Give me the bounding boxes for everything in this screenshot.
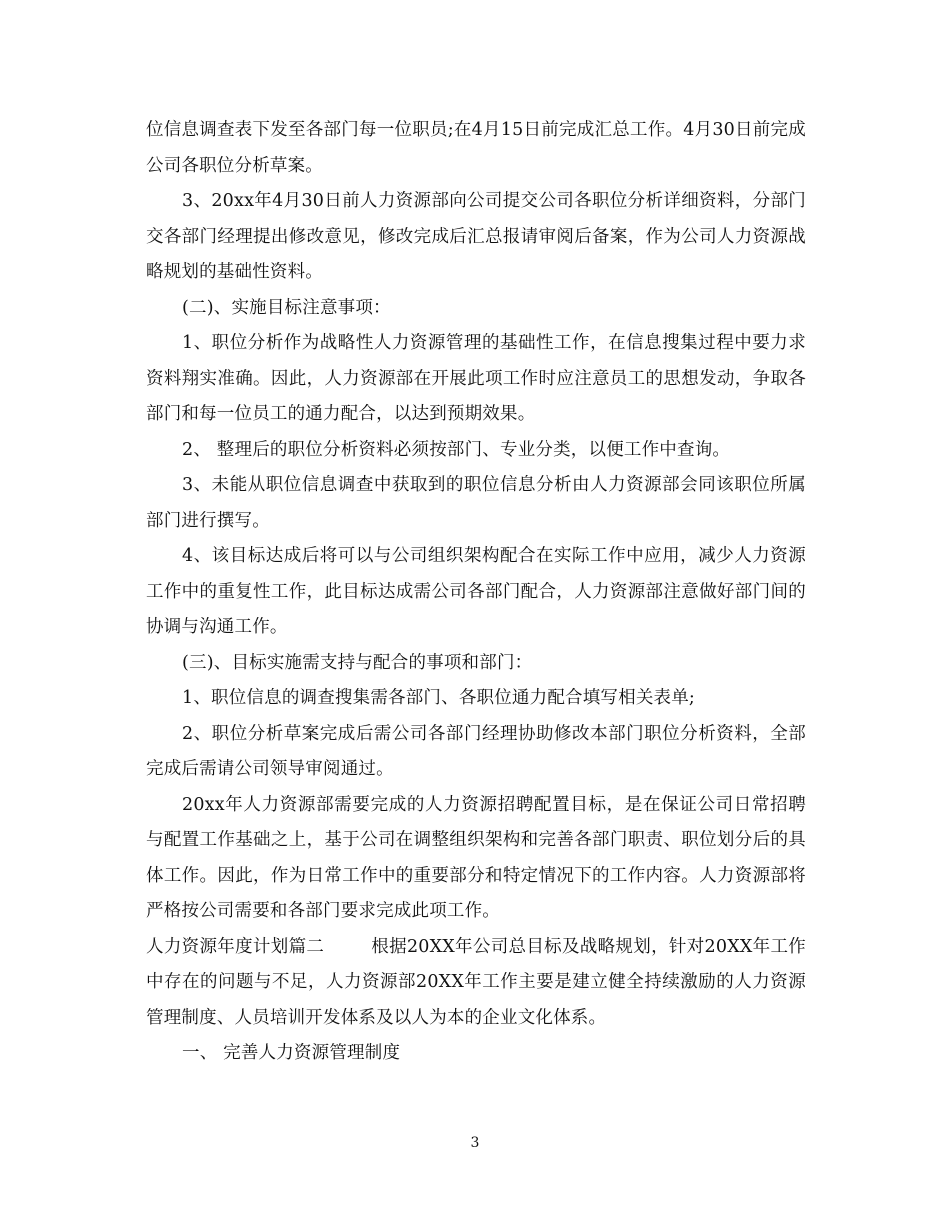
paragraph-12-text: 根据20XX年公司总目标及战略规划，针对20XX年工作中存在的问题与不足，人力资源部20XX年工作主要是建立健全持续激励的人力资源管理制度、人员培训开发体系及以人为本的企业文化体系。	[146, 936, 806, 1028]
paragraph-4: 1、职位分析作为战略性人力资源管理的基础性工作，在信息搜集过程中要力求资料翔实准确。因此，人力资源部在开展此项工作时应注意员工的思想发动，争取各部门和每一位员工的通力配合，以达到预期效果。	[146, 333, 806, 424]
paragraph-1: 位信息调查表下发至各部门每一位职员;在4月15日前完成汇总工作。4月30日前完成公司各职位分析草案。	[146, 120, 806, 176]
paragraph-7: 4、该目标达成后将可以与公司组织架构配合在实际工作中应用，减少人力资源工作中的重复性工作，此目标达成需公司各部门配合，人力资源部注意做好部门间的协调与沟通工作。	[146, 546, 806, 637]
section-heading-3: (三)、目标实施需支持与配合的事项和部门：	[182, 652, 533, 673]
paragraph-2: 3、20xx年4月30日前人力资源部向公司提交公司各职位分析详细资料，分部门交各部门经理提出修改意见，修改完成后汇总报请审阅后备案，作为公司人力资源战略规划的基础性资料。	[146, 191, 806, 282]
section-heading-2: (二)、实施目标注意事项：	[182, 297, 391, 318]
article-part-title: 人力资源年度计划篇二	[146, 936, 325, 957]
paragraph-5: 2、 整理后的职位分析资料必须按部门、专业分类，以便工作中查询。	[182, 439, 731, 460]
section-heading-1: 一、 完善人力资源管理制度	[182, 1043, 401, 1063]
paragraph-12	[146, 930, 806, 1037]
paragraph-6: 3、未能从职位信息调查中获取到的职位信息分析由人力资源部会同该职位所属部门进行撰写。	[146, 475, 806, 531]
paragraph-9: 1、职位信息的调查搜集需各部门、各职位通力配合填写相关表单;	[182, 688, 696, 708]
page-number: 3	[470, 1135, 480, 1151]
title-gap	[324, 937, 371, 957]
paragraph-10: 2、职位分析草案完成后需公司各部门经理协助修改本部门职位分析资料，全部完成后需请公司领导审阅通过。	[146, 723, 806, 779]
paragraph-11: 20xx年人力资源部需要完成的人力资源招聘配置目标，是在保证公司日常招聘与配置工作基础之上，基于公司在调整组织架构和完善各部门职责、职位划分后的具体工作。因此，作为日常工作中的重要部分和特定情况下的工作内容。人力资源部将严格按公司需要和各部门要求完成此项工作。	[146, 794, 806, 921]
document-body	[146, 113, 806, 1072]
